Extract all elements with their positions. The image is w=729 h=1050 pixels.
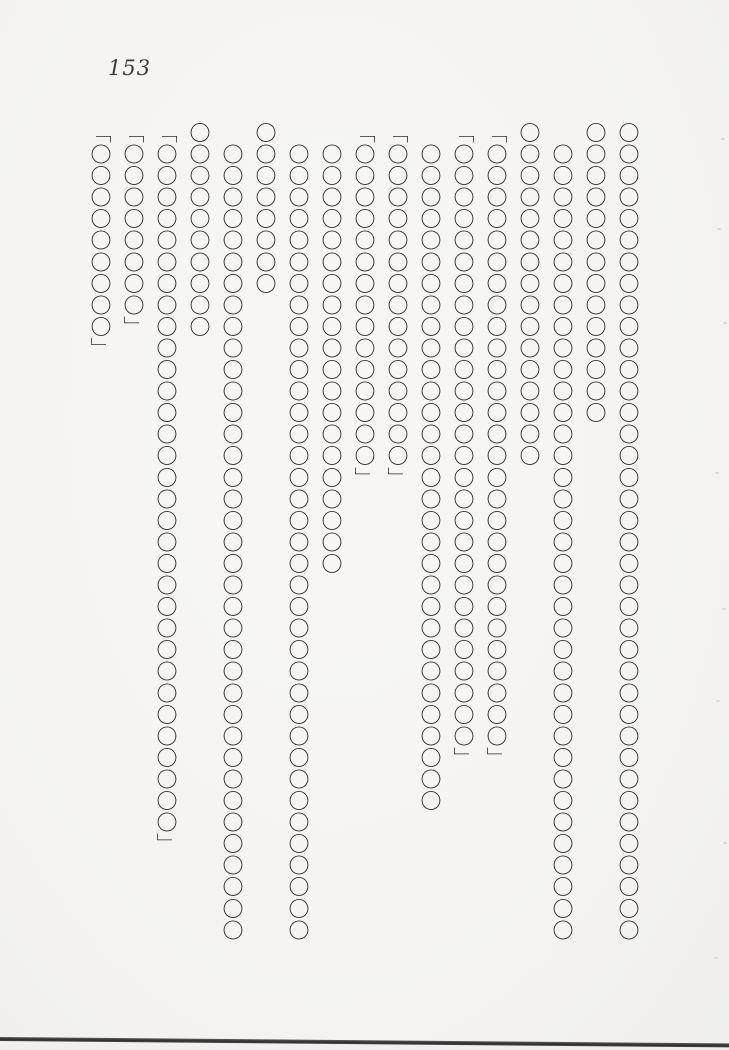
text-line: 〇〇〇〇〇〇〇〇〇〇〇〇〇〇〇〇 xyxy=(517,122,541,467)
text-line: 〇〇〇〇〇〇〇〇〇〇〇〇〇〇〇〇〇〇〇〇〇〇〇〇〇〇〇〇〇〇〇〇〇〇〇〇〇 xyxy=(220,122,244,941)
page-number: 153 xyxy=(108,56,152,80)
scan-speck xyxy=(723,322,727,324)
text-line: 〇〇〇〇〇〇〇〇 xyxy=(253,122,277,295)
text-line: 〇〇〇〇〇〇〇〇〇〇〇〇〇〇〇〇〇〇〇〇〇〇〇〇〇〇〇〇〇〇〇 xyxy=(418,122,442,812)
scan-speck xyxy=(721,138,725,140)
scan-speck xyxy=(714,957,718,959)
scan-speck xyxy=(716,700,720,702)
text-line: 〇〇〇〇〇〇〇〇〇〇〇〇〇〇〇〇〇〇〇〇〇〇〇〇〇〇〇〇〇〇〇〇〇〇〇〇〇〇 xyxy=(616,122,640,941)
scan-speck xyxy=(722,608,726,610)
text-line: 「〇〇〇〇〇〇〇〇〇〇〇〇〇〇〇〇〇〇〇〇〇〇〇〇〇〇〇〇」 xyxy=(451,122,475,769)
text-line: 〇〇〇〇〇〇〇〇〇〇〇〇〇〇〇〇〇〇〇〇〇〇〇〇〇〇〇〇〇〇〇〇〇〇〇〇〇 xyxy=(286,122,310,941)
scan-speck xyxy=(715,472,719,474)
text-line: 「〇〇〇〇〇〇〇〇〇〇〇〇〇〇〇」 xyxy=(352,122,376,489)
text-block xyxy=(83,122,644,946)
text-line: 〇〇〇〇〇〇〇〇〇〇〇〇〇〇〇〇〇〇〇〇 xyxy=(319,122,343,575)
text-line: 「〇〇〇〇〇〇〇〇〇〇〇〇〇〇〇〇〇〇〇〇〇〇〇〇〇〇〇〇」 xyxy=(484,122,508,769)
scan-speck xyxy=(717,228,721,230)
text-line: 〇〇〇〇〇〇〇〇〇〇 xyxy=(187,122,211,338)
text-line: 「〇〇〇〇〇〇〇〇〇」 xyxy=(88,122,112,360)
text-line: 「〇〇〇〇〇〇〇〇〇〇〇〇〇〇〇〇〇〇〇〇〇〇〇〇〇〇〇〇〇〇〇〇」 xyxy=(154,122,178,855)
text-line: 「〇〇〇〇〇〇〇〇〇〇〇〇〇〇〇」 xyxy=(385,122,409,489)
text-line: 〇〇〇〇〇〇〇〇〇〇〇〇〇〇〇〇〇〇〇〇〇〇〇〇〇〇〇〇〇〇〇〇〇〇〇〇〇 xyxy=(550,122,574,941)
text-line: 〇〇〇〇〇〇〇〇〇〇〇〇〇〇 xyxy=(583,122,607,424)
text-line: 「〇〇〇〇〇〇〇〇」 xyxy=(121,122,145,338)
scan-speck xyxy=(723,842,727,844)
